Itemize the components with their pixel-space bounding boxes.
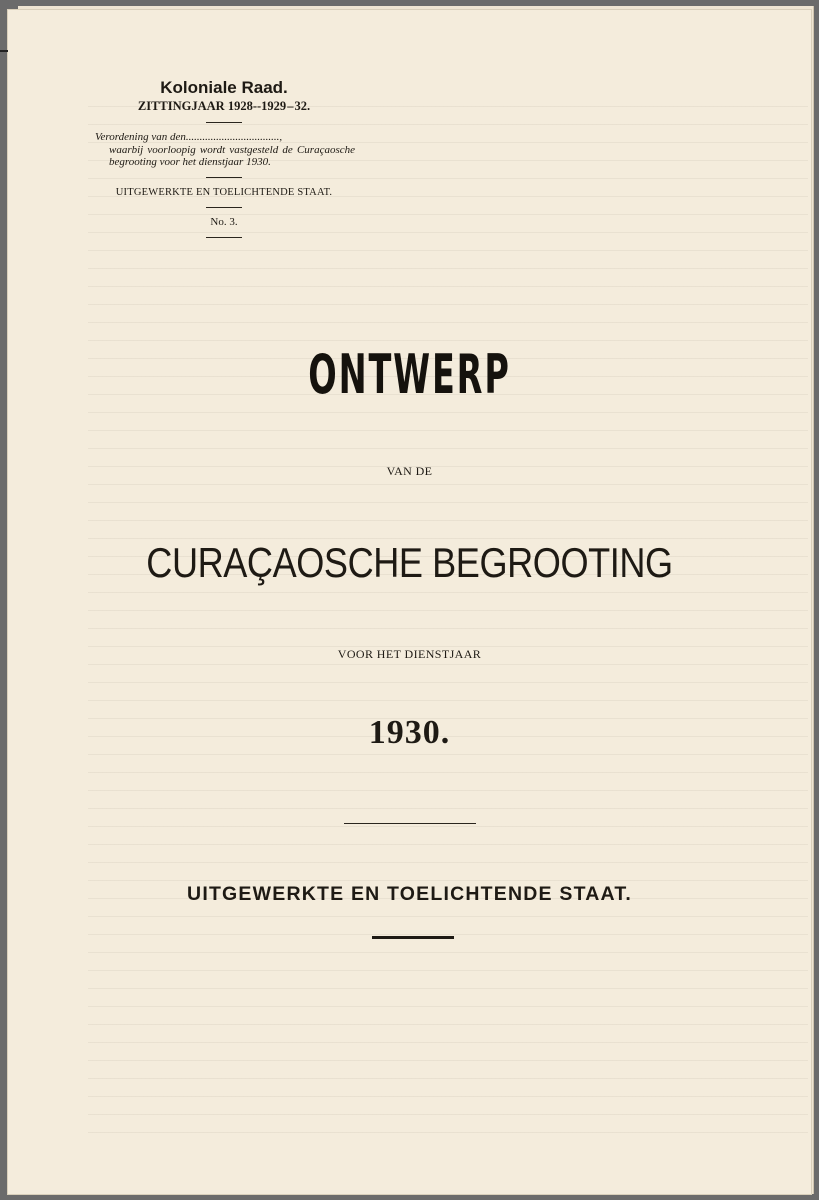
header-subtitle: UITGEWERKTE EN TOELICHTENDE STAAT. (115, 186, 333, 198)
document-header (93, 78, 355, 246)
service-year-label: VOOR HET DIENSTJAAR (337, 647, 482, 661)
budget-year: 1930. (368, 714, 451, 751)
bleed-through-texture (88, 90, 808, 1150)
bottom-divider (372, 936, 454, 939)
header-divider (206, 122, 242, 123)
main-heading: ONTWERP (308, 343, 511, 406)
header-divider (206, 207, 242, 208)
document-page (8, 10, 811, 1194)
ordinance-line-1: Verordening van den.................................., (95, 131, 283, 143)
header-divider (206, 177, 242, 178)
document-number: No. 3. (210, 215, 238, 228)
ordinance-text (93, 131, 355, 169)
header-divider (206, 237, 242, 238)
van-de-text: VAN DE (386, 464, 433, 478)
section-divider (344, 823, 476, 824)
budget-title: CURAÇAOSCHE BEGROOTING (146, 539, 673, 586)
council-name: Koloniale Raad. (160, 78, 288, 97)
ordinance-line-rest: waarbij voorloopig wordt vastgesteld de Curaçaosche begrooting voor het dienstjaar 1930. (109, 143, 355, 168)
margin-mark (0, 50, 8, 52)
session-year: ZITTINGJAAR 1928--1929 – 32. (137, 99, 311, 113)
statement-title: UITGEWERKTE EN TOELICHTENDE STAAT. (187, 883, 632, 905)
